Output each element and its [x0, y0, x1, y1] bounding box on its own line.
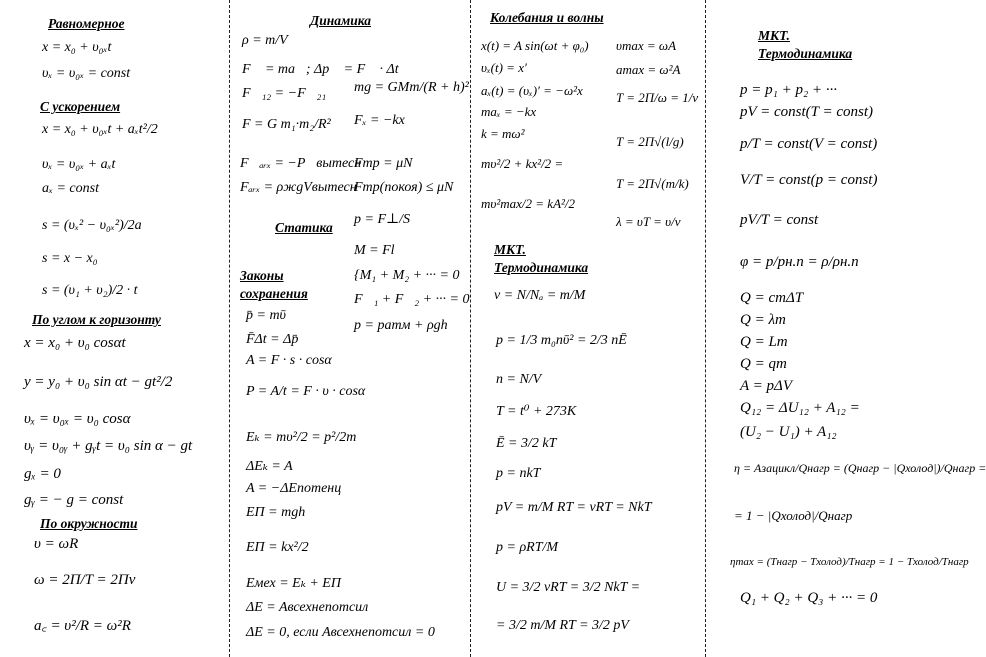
formula: φ = p/pн.п = ρ/ρн.п — [740, 254, 859, 270]
formula: Q₁₂ = ΔU₁₂ + A₁₂ = — [740, 400, 860, 416]
formula: Ē = 3/2 kT — [496, 436, 557, 451]
formula: A = F · s · cosα — [246, 353, 332, 368]
formula: V/T = const(p = const) — [740, 172, 878, 188]
formula: υₓ = υ₀ₓ = υ₀ cosα — [24, 411, 131, 427]
formula: ΔE = 0, если Aвсехнепотсил = 0 — [246, 625, 435, 640]
formula: Fтр(покоя) ≤ μN — [354, 180, 454, 195]
formula: Q = qm — [740, 356, 787, 372]
column-separator-3 — [705, 0, 706, 657]
formula: υmax = ωA — [616, 38, 677, 53]
formula: p = nkT — [496, 466, 541, 481]
formula: k = mω² — [481, 126, 525, 141]
formula: p = F⊥/S — [354, 212, 411, 227]
formula: ΔE = Aвсехнепотсил — [246, 600, 369, 615]
formula: (U₂ − U₁) + A₁₂ — [740, 424, 837, 440]
formula: x(t) = A sin(ωt + φ₀) — [481, 38, 589, 53]
formula: ρ = m/V — [242, 33, 288, 48]
formula: maₓ = −kx — [481, 104, 537, 119]
formula: = 3/2 m/M RT = 3/2 pV — [496, 618, 629, 633]
formula: p/T = const(V = const) — [740, 136, 878, 152]
formula: υᵧ = υ₀ᵧ + gᵧt = υ₀ sin α − gt — [24, 438, 193, 454]
heading-thermodynamics: Термодинамика — [494, 260, 589, 275]
formula: υₓ = υ₀ₓ + aₓt — [42, 157, 116, 172]
formula: p = 1/3 m₀nῡ² = 2/3 nĒ — [496, 333, 627, 348]
formula: x = x₀ + υ₀ cosαt — [24, 335, 126, 351]
formula: T = 2Π/ω = 1/ν — [616, 90, 699, 105]
formula: υₓ(t) = x′ — [481, 60, 527, 75]
heading-mkt: МКТ. — [494, 242, 526, 257]
formula: T = 2Π√(m/k) — [616, 176, 689, 191]
heading-statics: Статика — [275, 220, 333, 235]
formula: mυ²max/2 = kA²/2 — [481, 196, 576, 211]
formula: λ = υT = υ/ν — [616, 214, 681, 229]
formula: Fтр = μN — [354, 156, 413, 171]
formula: Q = cmΔT — [740, 290, 804, 306]
heading-angle: По углом к горизонту — [32, 312, 161, 327]
heading-dynamics: Динамика — [310, 13, 371, 28]
formula: y = y₀ + υ₀ sin αt − gt²/2 — [24, 374, 173, 390]
formula: x = x₀ + υ₀ₓt + aₓt²/2 — [42, 122, 158, 137]
formula: EП = mgh — [246, 505, 306, 520]
formula: Fₐᵣₓ = ρжgVвытесн — [240, 180, 357, 195]
formula: Eₖ = mυ²/2 = p²/2m — [246, 430, 357, 445]
formula: x = x₀ + υ₀ₓt — [42, 40, 112, 55]
formula: pV/T = const — [740, 212, 819, 228]
formula: ΔEₖ = A — [246, 459, 293, 474]
formula: P = A/t = F · υ · cosα — [246, 384, 366, 399]
heading-acceleration: С ускорением — [40, 99, 121, 114]
formula: F⃗₁₂ = −F⃗₂₁ — [242, 86, 327, 101]
heading-circle: По окружности — [40, 516, 138, 531]
column-separator-1 — [229, 0, 230, 657]
heading-thermodynamics: Термодинамика — [758, 46, 853, 61]
formula: n = N/V — [496, 372, 542, 387]
formula: s = (υₓ² − υ₀ₓ²)/2a — [42, 218, 142, 233]
formula: s = x − x₀ — [42, 251, 98, 266]
formula: pV = const(T = const) — [740, 104, 874, 120]
formula: p = p₁ + p₂ + ··· — [740, 82, 838, 98]
formula: p = pатм + ρgh — [354, 318, 448, 333]
formula: Fₓ = −kx — [354, 113, 405, 128]
formula: M = Fl — [354, 243, 395, 258]
formula: T = 2Π√(l/g) — [616, 134, 684, 149]
formula: υₓ = υ₀ₓ = const — [42, 66, 131, 81]
heading-uniform: Равномерное — [48, 16, 125, 31]
formula: {M₁ + M₂ + ··· = 0 — [354, 268, 460, 283]
heading-mkt: МКТ. — [758, 28, 790, 43]
formula: EП = kx²/2 — [246, 540, 309, 555]
formula: gₓ = 0 — [24, 466, 61, 482]
heading-oscillations: Колебания и волны — [490, 10, 604, 25]
formula: υ = ωR — [34, 536, 79, 552]
formula: A = −ΔEпотенц — [246, 481, 342, 496]
formula: amax = ω²A — [616, 62, 681, 77]
formula: ηmax = (Tнагр − Tхолод)/Tнагр = 1 − Tхолод/Tнагр — [730, 556, 969, 568]
formula: aₓ = const — [42, 181, 99, 196]
formula: F̄Δt = Δp̄ — [246, 332, 299, 347]
formula: p = ρRT/M — [496, 540, 559, 555]
formula: U = 3/2 νRT = 3/2 NkT = — [496, 580, 641, 595]
formula: F⃗₁ + F⃗₂ + ··· = 0 — [354, 292, 470, 307]
formula: a꜀ = υ²/R = ω²R — [34, 618, 131, 634]
formula: T = t⁰ + 273K — [496, 404, 577, 419]
formula: F = G m₁·m₂/R² — [242, 117, 331, 132]
formula: s = (υ₁ + υ₂)/2 · t — [42, 283, 138, 298]
formula: Q₁ + Q₂ + Q₃ + ··· = 0 — [740, 590, 878, 606]
formula: ν = N/Nₐ = m/M — [494, 288, 586, 303]
formula: mυ²/2 + kx²/2 = — [481, 156, 564, 171]
formula: pV = m/M RT = νRT = NkT — [496, 500, 652, 515]
formula: η = Aзацикл/Qнагр = (Qнагр − |Qхолод|)/Qнагр = — [734, 461, 986, 475]
formula: ω = 2Π/T = 2Πν — [34, 572, 136, 588]
formula: mg = GMm/(R + h)² — [354, 80, 469, 95]
formula: Eмех = Eₖ + EП — [246, 576, 341, 591]
formula: gᵧ = − g = const — [24, 492, 124, 508]
formula: Q = Lm — [740, 334, 788, 350]
formula: aₓ(t) = (υₓ)′ = −ω²x — [481, 83, 583, 98]
formula: p̄ = mῡ — [246, 308, 286, 323]
heading-conservation-laws-2: сохранения — [240, 286, 308, 301]
column-separator-2 — [470, 0, 471, 657]
heading-conservation-laws: Законы — [240, 268, 284, 283]
formula: Q = λm — [740, 312, 786, 328]
formula: = 1 − |Qхолод|/Qнагр — [734, 508, 853, 523]
formula: F⃗ = ma⃗; Δp⃗ = F⃗ · Δt — [242, 62, 399, 77]
formula: A = pΔV — [740, 378, 792, 394]
formula: F⃗ₐᵣₓ = −P⃗вытесн — [240, 156, 362, 171]
